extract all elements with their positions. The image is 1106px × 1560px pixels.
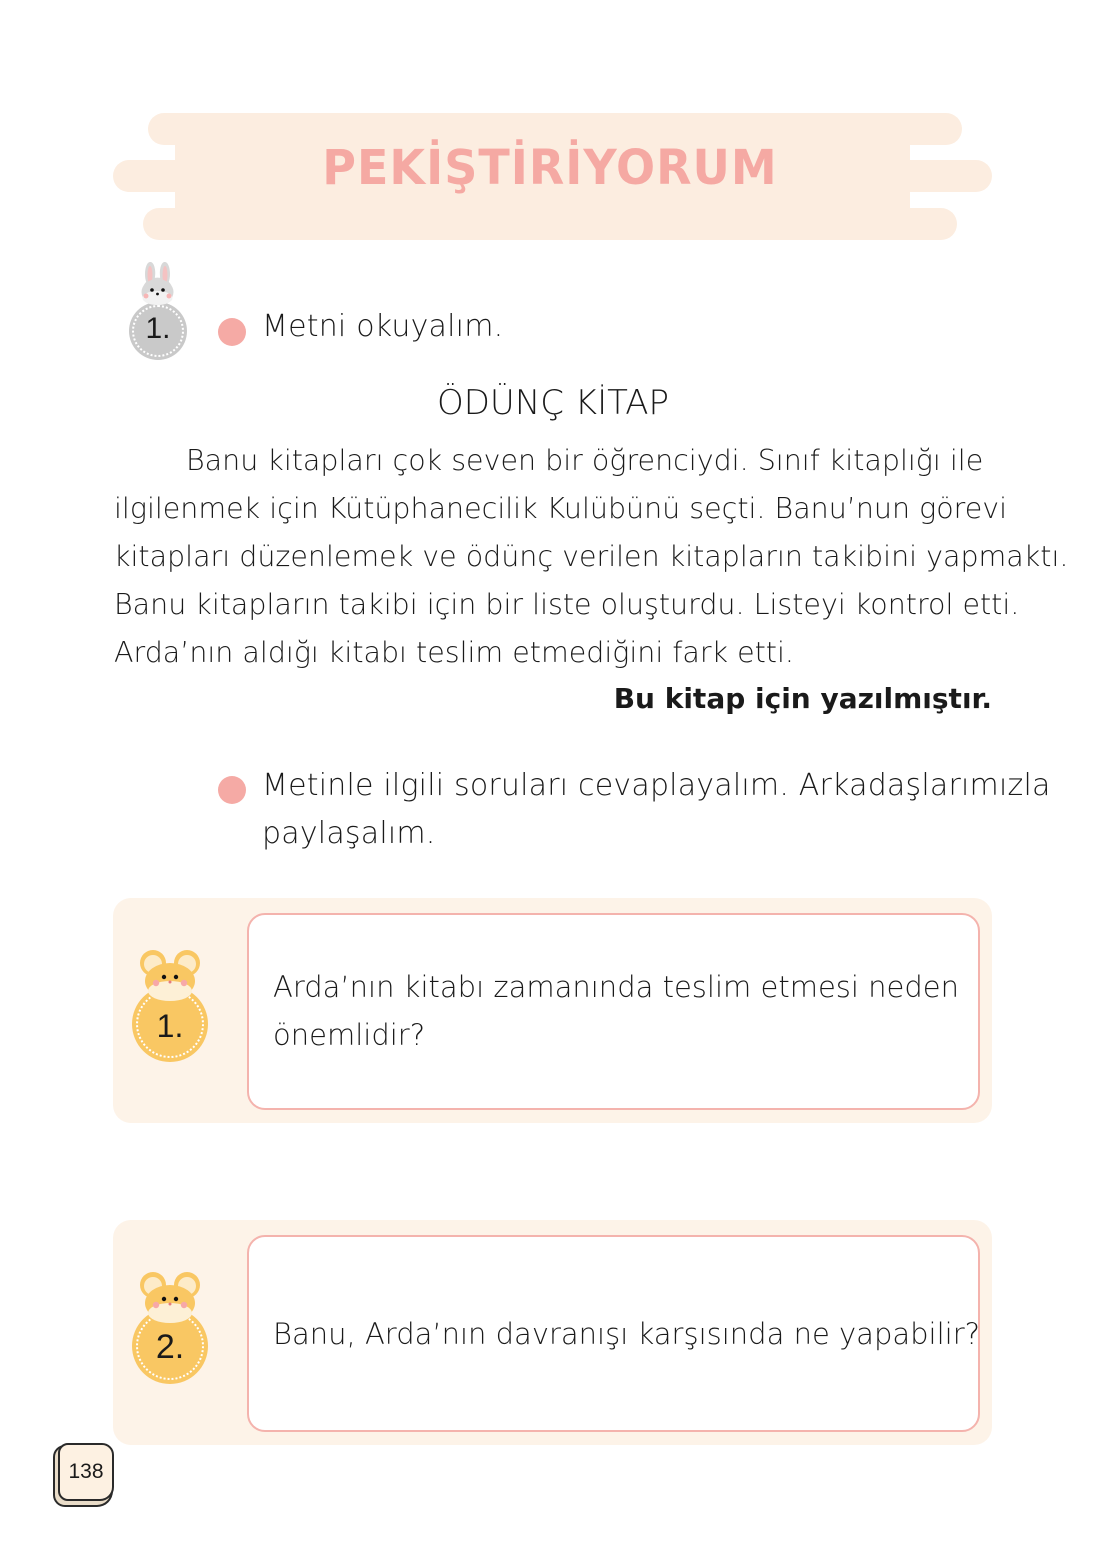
story-source: Bu kitap için yazılmıştır. <box>613 682 992 715</box>
mouse-icon <box>135 947 205 1003</box>
story-line: Banu kitapları çok seven bir öğrenciydi. Sınıf kitaplığı ile <box>186 444 984 477</box>
story-line: ilgilenmek için Kütüphanecilik Kulübünü seçti. Banu’nun görevi <box>114 492 1008 525</box>
bullet-icon <box>218 318 246 346</box>
question-number: 2. <box>155 1328 185 1366</box>
question-number: 1. <box>156 1008 184 1044</box>
banner-title: PEKİŞTİRİYORUM <box>322 138 778 196</box>
story-line: kitapları düzenlemek ve ödünç verilen kitapların takibini yapmaktı. <box>114 540 1069 573</box>
bunny-icon <box>128 262 188 312</box>
instruction-read: Metni okuyalım. <box>262 309 504 344</box>
question-text-1-line2: önemlidir? <box>273 1018 426 1052</box>
story-line: Banu kitapların takibi için bir liste oluşturdu. Listeyi kontrol etti. <box>114 588 1020 621</box>
question-text-1-line1: Arda’nın kitabı zamanında teslim etmesi neden <box>273 970 960 1004</box>
bullet-icon <box>218 776 246 804</box>
instruction-answer-line1: Metinle ilgili soruları cevaplayalım. Arkadaşlarımızla <box>262 768 1051 803</box>
mouse-icon <box>135 1269 205 1325</box>
activity-number: 1. <box>145 312 171 345</box>
instruction-answer-line2: paylaşalım. <box>262 816 436 851</box>
story-title: ÖDÜNÇ KİTAP <box>436 383 670 423</box>
story-line: Arda’nın aldığı kitabı teslim etmediğini fark etti. <box>114 636 794 669</box>
page-number: 138 <box>58 1443 114 1501</box>
question-text-2: Banu, Arda’nın davranışı karşısında ne yapabilir? <box>273 1317 981 1351</box>
